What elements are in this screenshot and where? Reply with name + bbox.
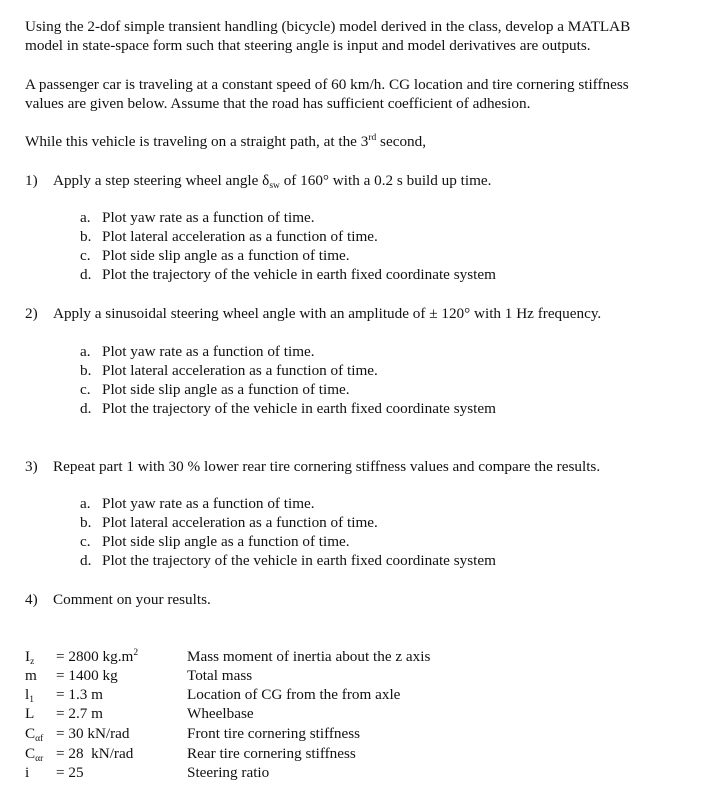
param-description: Total mass bbox=[187, 667, 253, 684]
param-value: = 1400 kg bbox=[56, 667, 118, 684]
param-value: = 30 kN/rad bbox=[56, 725, 130, 742]
item-text: Plot lateral acceleration as a function of time. bbox=[102, 228, 378, 245]
item-letter: c. bbox=[80, 381, 91, 398]
task-1-text-pre: Apply a step steering wheel angle δ bbox=[53, 172, 270, 189]
item-letter: b. bbox=[80, 514, 92, 531]
item-letter: d. bbox=[80, 400, 92, 417]
item-text: Plot the trajectory of the vehicle in earth fixed coordinate system bbox=[102, 266, 496, 283]
item-text: Plot the trajectory of the vehicle in earth fixed coordinate system bbox=[102, 552, 496, 569]
intro-line-1: Using the 2-dof simple transient handling (bicycle) model derived in the class, develop a MATLAB bbox=[25, 18, 631, 35]
item-letter: d. bbox=[80, 266, 92, 283]
task-2-number: 2) bbox=[25, 305, 38, 322]
item-letter: c. bbox=[80, 533, 91, 550]
item-letter: b. bbox=[80, 228, 92, 245]
while-suffix: second, bbox=[376, 133, 427, 150]
item-text: Plot side slip angle as a function of time. bbox=[102, 247, 350, 264]
item-letter: c. bbox=[80, 247, 91, 264]
task-1-heading bbox=[25, 171, 491, 190]
task-4-number: 4) bbox=[25, 591, 38, 608]
param-symbol: m bbox=[25, 667, 37, 684]
param-symbol: i bbox=[25, 764, 30, 781]
item-text: Plot lateral acceleration as a function of time. bbox=[102, 514, 378, 531]
ordinal-suffix: rd bbox=[368, 133, 377, 143]
task-2-item-b bbox=[80, 361, 378, 380]
task-1-item-d bbox=[80, 265, 496, 284]
param-symbol: L bbox=[25, 705, 35, 722]
item-letter: b. bbox=[80, 362, 92, 379]
task-2-item-a bbox=[80, 342, 315, 361]
item-text: Plot the trajectory of the vehicle in earth fixed coordinate system bbox=[102, 400, 496, 417]
param-symbol: $I_z$ bbox=[25, 648, 35, 667]
task-2-item-c bbox=[80, 380, 350, 399]
item-text: Plot yaw rate as a function of time. bbox=[102, 343, 315, 360]
task-1-text-sub: sw bbox=[269, 181, 280, 191]
item-text: Plot yaw rate as a function of time. bbox=[102, 209, 315, 226]
task-3-item-b bbox=[80, 513, 378, 532]
task-1-item-b bbox=[80, 227, 378, 246]
item-letter: a. bbox=[80, 209, 91, 226]
param-description: Steering ratio bbox=[187, 764, 270, 781]
item-letter: a. bbox=[80, 495, 91, 512]
param-value: = 25 bbox=[56, 764, 84, 781]
param-value: = 28 kN/rad bbox=[56, 745, 134, 762]
while-prefix: While this vehicle is traveling on a straight path, at the 3 bbox=[25, 133, 369, 150]
setup-line-1: A passenger car is traveling at a constant speed of 60 km/h. CG location and tire cornering stiffness bbox=[25, 76, 629, 93]
param-description: Front tire cornering stiffness bbox=[187, 725, 361, 742]
task-3-number: 3) bbox=[25, 458, 38, 475]
task-4-heading bbox=[25, 590, 211, 609]
item-text: Plot side slip angle as a function of time. bbox=[102, 381, 350, 398]
param-symbol: $C_{\alpha r}$ bbox=[25, 745, 44, 764]
param-symbol: $l_1$ bbox=[25, 686, 34, 705]
task-1-number: 1) bbox=[25, 172, 38, 189]
param-description: Location of CG from the from axle bbox=[187, 686, 401, 703]
param-description: Mass moment of inertia about the z axis bbox=[187, 648, 431, 665]
item-text: Plot lateral acceleration as a function of time. bbox=[102, 362, 378, 379]
task-1-item-c bbox=[80, 246, 350, 265]
item-text: Plot yaw rate as a function of time. bbox=[102, 495, 315, 512]
setup-line-2: values are given below. Assume that the road has sufficient coefficient of adhesion. bbox=[25, 95, 531, 112]
task-3-item-c bbox=[80, 532, 350, 551]
item-letter: a. bbox=[80, 343, 91, 360]
item-text: Plot side slip angle as a function of time. bbox=[102, 533, 350, 550]
task-1-text-post: of 160° with a 0.2 s build up time. bbox=[279, 172, 492, 189]
task-3-text: Repeat part 1 with 30 % lower rear tire cornering stiffness values and compare the results. bbox=[53, 458, 601, 475]
param-value: = 1.3 m bbox=[56, 686, 103, 703]
item-letter: d. bbox=[80, 552, 92, 569]
task-2-heading bbox=[25, 304, 601, 323]
while-sentence bbox=[25, 132, 426, 151]
param-value: = 2800 $kg.m^2$ bbox=[56, 648, 139, 665]
task-3-heading bbox=[25, 457, 600, 476]
task-1-item-a bbox=[80, 208, 315, 227]
param-description: Rear tire cornering stiffness bbox=[187, 745, 356, 762]
param-description: Wheelbase bbox=[187, 705, 254, 722]
intro-line-2: model in state-space form such that steering angle is input and model derivatives are outputs. bbox=[25, 37, 591, 54]
task-2-text: Apply a sinusoidal steering wheel angle with an amplitude of ± 120° with 1 Hz frequency. bbox=[53, 305, 602, 322]
task-4-text: Comment on your results. bbox=[53, 591, 211, 608]
task-3-item-d bbox=[80, 551, 496, 570]
task-3-item-a bbox=[80, 494, 315, 513]
param-symbol: $C_{\alpha f}$ bbox=[25, 725, 44, 744]
param-value: = 2.7 m bbox=[56, 705, 103, 722]
task-2-item-d bbox=[80, 399, 496, 418]
